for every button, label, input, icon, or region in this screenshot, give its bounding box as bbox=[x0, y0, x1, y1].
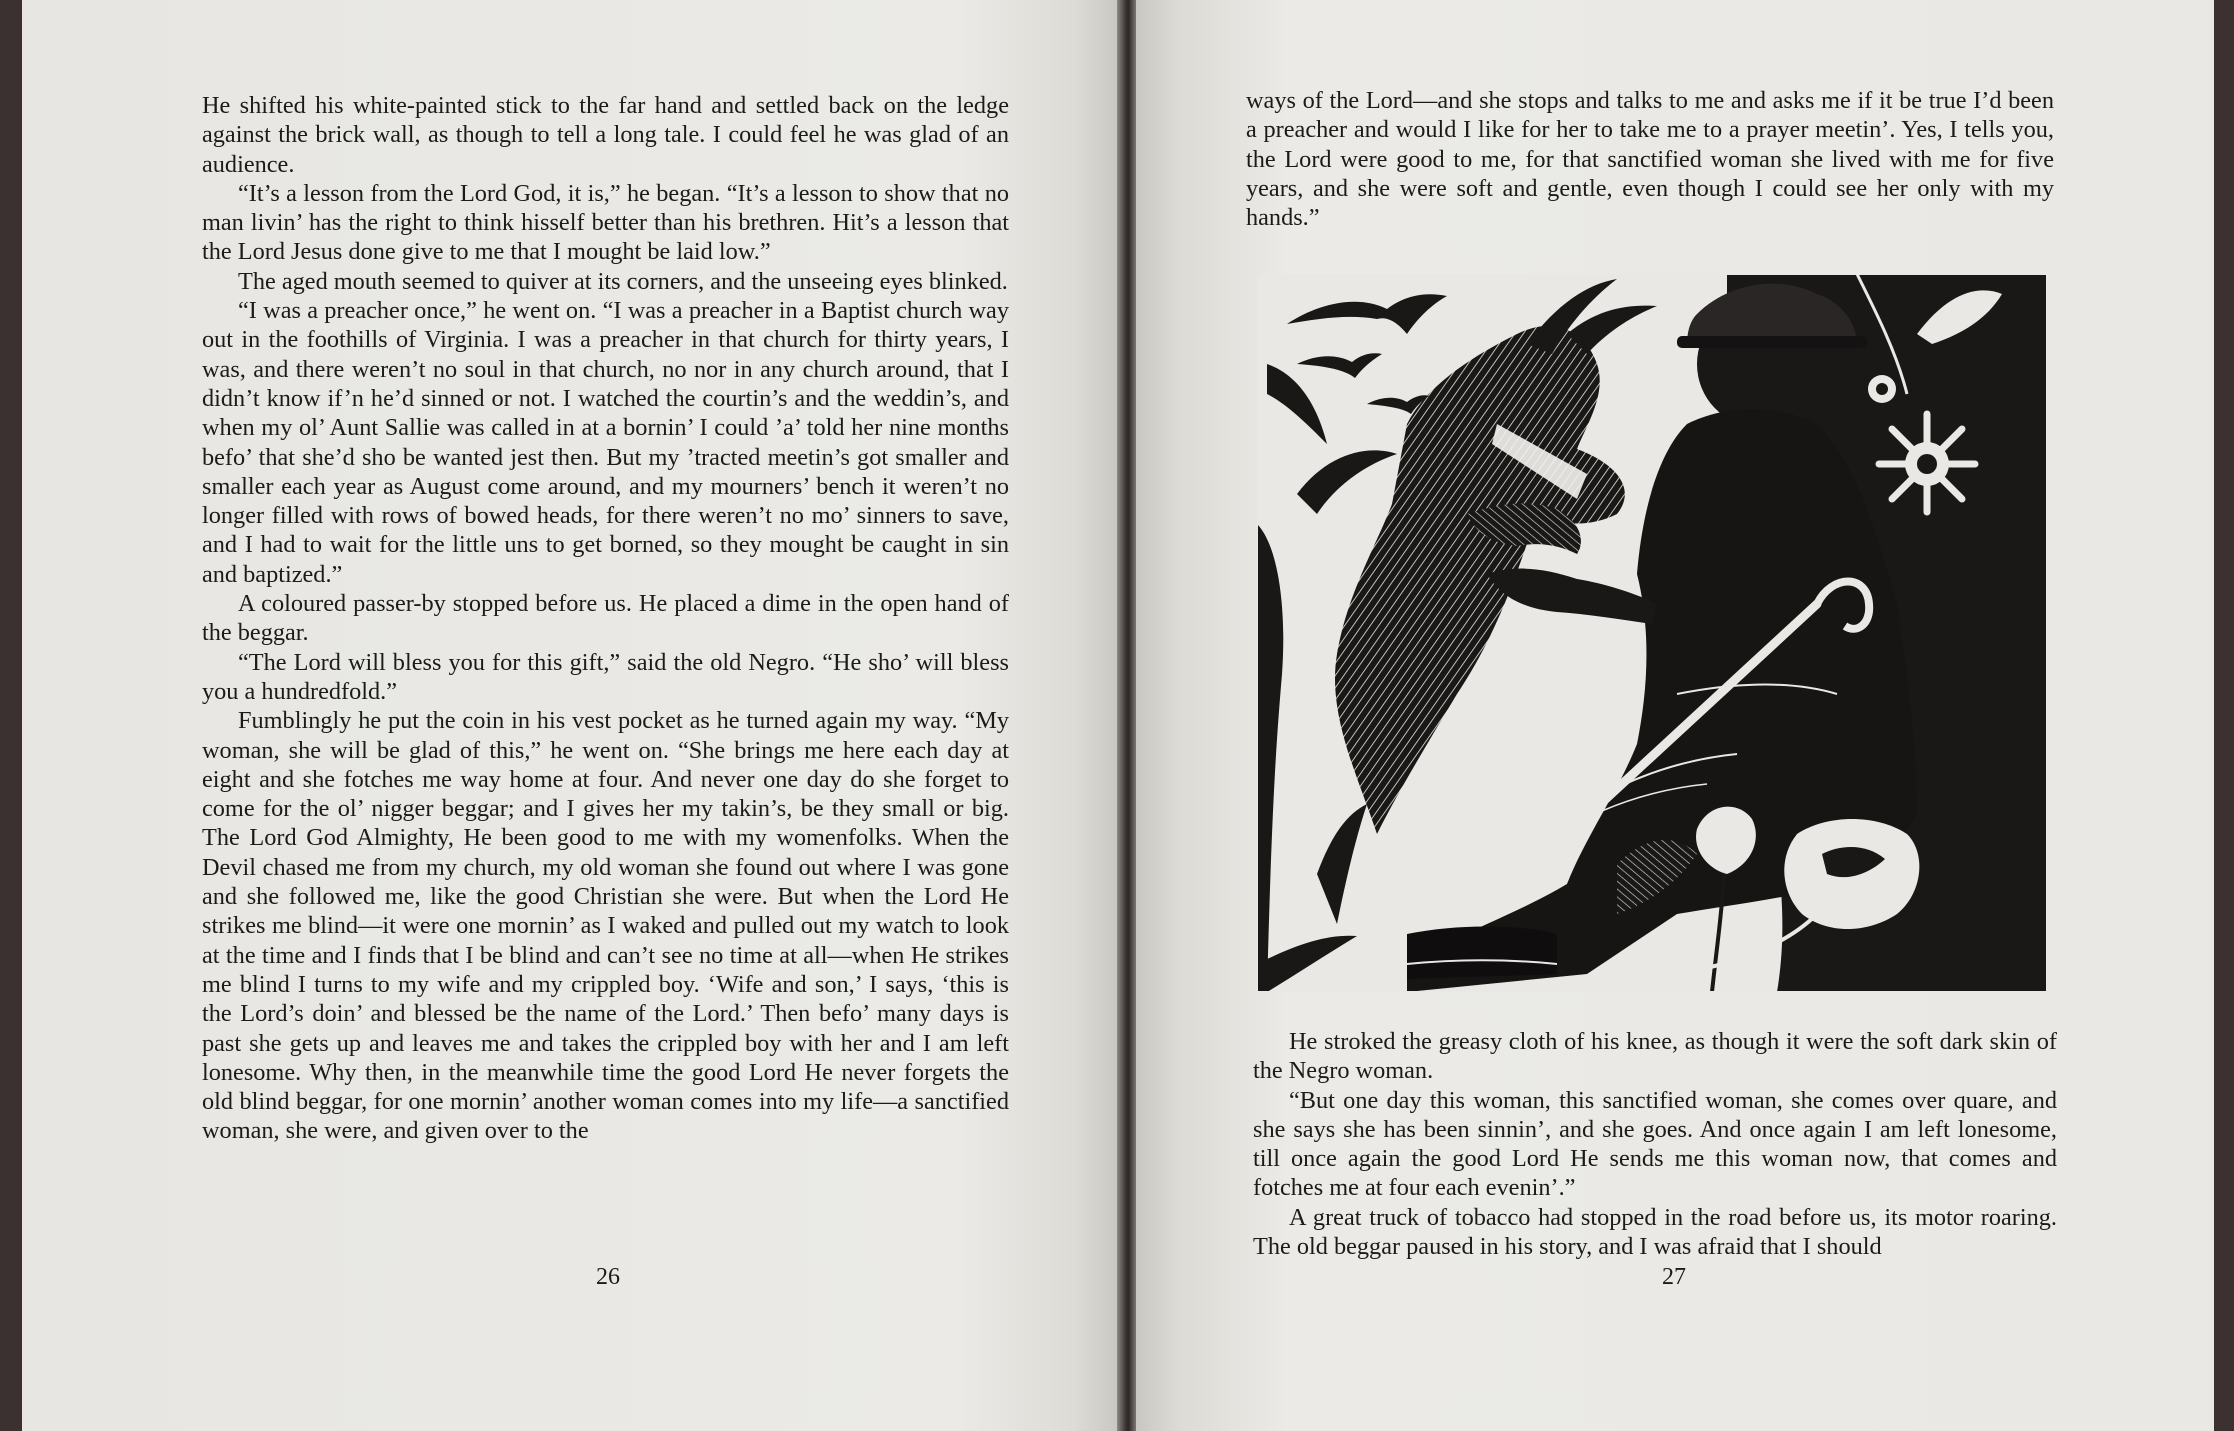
paragraph: “But one day this woman, this sanctified woman, she comes over quare, and she says she has been sinnin’, and she goes. And once again I am left lonesome, till once again the good Lord He sends me this woman now, that comes and fotches me at four each evenin’.” bbox=[1253, 1086, 2057, 1202]
page-number: 26 bbox=[596, 1264, 620, 1290]
left-page-body bbox=[202, 91, 1009, 1146]
small-flower bbox=[1868, 375, 1896, 403]
paragraph: He shifted his white-painted stick to the far hand and settled back on the ledge against the brick wall, as though to tell a long tale. I could feel he was glad of an audience. bbox=[202, 92, 1009, 178]
illustration-svg bbox=[1257, 274, 2047, 992]
right-page-top-text bbox=[1246, 86, 2054, 232]
paragraph: The aged mouth seemed to quiver at its corners, and the unseeing eyes blinked. bbox=[238, 267, 1008, 295]
right-page-bottom-text bbox=[1253, 1027, 2057, 1261]
paragraph: “It’s a lesson from the Lord God, it is,” he began. “It’s a lesson to show that no man livin’ has the right to think hisself better than his brethren. Hit’s a lesson that the Lord Jesus done give to me that I mought be laid low.” bbox=[202, 179, 1009, 266]
paragraph: Fumblingly he put the coin in his vest pocket as he turned again my way. “My woman, she will be glad of this,” he went on. “She brings me here each day at eight and she fotches me way home at four. And never one day do she forget to come for the ol’ nigger beggar; and I gives her my takin’s, be they small or big. The Lord God Almighty, He been good to me with my womenfolks. When the Devil chased me from my church, my old woman she found out where I was gone and she followed me, like the good Christian she were. But when the Lord He strikes me blind—it were one mornin’ as I waked and pulled out my watch to look at the time and I finds that I be blind and can’t see no time at all—when He strikes me blind I turns to my wife and my crippled boy. ‘Wife and son,’ I says, ‘this is the Lord’s doin’ and blessed be the name of the Lord.’ Then befo’ many days is past she gets up and leaves me and takes the crippled boy with her and I am left lonesome. Why then, in the meanwhile time the good Lord He never forgets the old blind beggar, for one mornin’ another woman comes into my life—a sanctified woman, she were, and given over to the bbox=[202, 707, 1009, 1145]
paragraph: ways of the Lord—and she stops and talks to me and asks me if it be true I’d been a preacher and would I like for her to take me to a prayer meetin’. Yes, I tells you, the Lord were good to me, for that sanctified woman she lived with me for five years, and she were soft and gentle, even though I could see her only with my hands.” bbox=[1246, 87, 2054, 232]
page-number: 27 bbox=[1662, 1264, 1686, 1290]
boot bbox=[1407, 927, 1557, 980]
wood-engraving-illustration bbox=[1257, 274, 2047, 992]
paragraph: A great truck of tobacco had stopped in the road before us, its motor roaring. The old beggar paused in his story, and I was afraid that I should bbox=[1253, 1203, 2057, 1261]
right-page bbox=[1136, 0, 2214, 1431]
paragraph: “The Lord will bless you for this gift,” said the old Negro. “He sho’ will bless you a hundredfold.” bbox=[202, 648, 1009, 705]
hat-brim bbox=[1677, 336, 1867, 348]
paragraph: A coloured passer-by stopped before us. He placed a dime in the open hand of the beggar. bbox=[202, 590, 1009, 647]
left-page bbox=[22, 0, 1117, 1431]
paragraph: He stroked the greasy cloth of his knee, as though it were the soft dark skin of the Negro woman. bbox=[1253, 1028, 2057, 1085]
paragraph: “I was a preacher once,” he went on. “I was a preacher in a Baptist church way out in the foothills of Virginia. I was a preacher in that church for thirty years, I was, and there weren’t no soul in that church, no nor in any church around, that I didn’t know if’n he’d sinned or not. I watched the courtin’s and the weddin’s, and when my ol’ Aunt Sallie was called in at a bornin’ I could ’a’ told her nine months befo’ that she’d sho be wanted jest then. But my ’tracted meetin’s got smaller and smaller each year as August come around, and my mourners’ bench it weren’t no longer filled with rows of bowed heads, for there weren’t no mo’ sinners to save, and I had to wait for the little uns to get borned, so they mought be caught in sin and baptized.” bbox=[202, 297, 1009, 588]
daisy-flower bbox=[1879, 414, 1975, 512]
book-gutter bbox=[1117, 0, 1136, 1431]
